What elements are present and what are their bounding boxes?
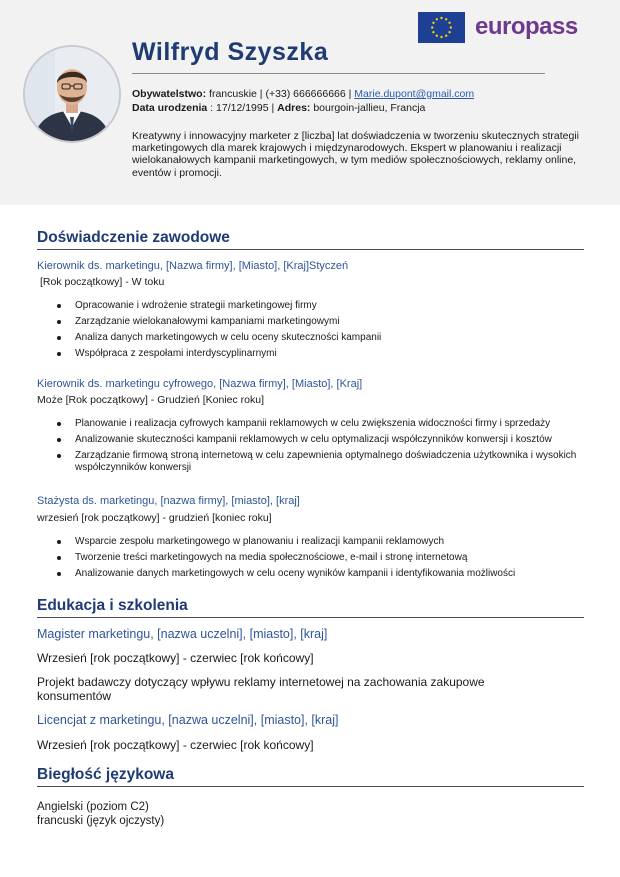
list-item: Analiza danych marketingowych w celu oceny skuteczności kampanii	[0, 332, 585, 344]
education-title-2: Licencjat z marketingu, [nazwa uczelni], [miasto], [kraj]	[37, 713, 339, 727]
europass-logo-text: europass	[475, 13, 578, 40]
list-item: Analizowanie danych marketingowych w celu oceny wyników kampanii i identyfikowania możliwości	[0, 568, 585, 580]
list-item: Analizowanie skuteczności kampanii reklamowych w celu optymalizacji współczynników konwersji i kosztów	[0, 434, 585, 446]
contact-line-1	[132, 87, 592, 101]
job-dates-2: Może [Rok początkowy] - Grudzień [Koniec roku]	[37, 394, 265, 406]
job-title-3: Stażysta ds. marketingu, [nazwa firmy], [miasto], [kraj]	[37, 495, 300, 507]
eu-flag-icon	[418, 12, 465, 43]
europass-logo	[418, 12, 588, 46]
job-title-1: Kierownik ds. marketingu, [Nazwa firmy], [Miasto], [Kraj]Styczeń	[37, 260, 349, 272]
list-item: Wsparcie zespołu marketingowego w planowaniu i realizacji kampanii reklamowych	[0, 536, 585, 548]
profile-summary: Kreatywny i innowacyjny marketer z [liczba] lat doświadczenia w tworzeniu skutecznych strategii marketingowych dla marek krajowych i międzynarodowych. Ekspert w planowaniu i realizacji wielokanałowych kampanii marketingowych, w tym mediów społecznościowych, reklamy online, eventów i promocji.	[132, 130, 580, 179]
address-label: Adres:	[277, 102, 311, 114]
language-item-2: francuski (język ojczysty)	[37, 815, 165, 827]
nationality-phone: francuskie | (+33) 666666666 |	[206, 88, 355, 100]
list-item: Współpraca z zespołami interdyscyplinarnymi	[0, 348, 585, 360]
education-dates-2: Wrzesień [rok początkowy] - czerwiec [rok końcowy]	[37, 738, 314, 752]
experience-divider	[37, 249, 584, 250]
profile-photo	[23, 45, 121, 143]
education-heading: Edukacja i szkolenia	[37, 597, 188, 614]
person-name: Wilfryd Szyszka	[132, 38, 329, 66]
list-item: Zarządzanie wielokanałowymi kampaniami marketingowymi	[0, 316, 585, 328]
list-item: Tworzenie treści marketingowych na media społecznościowe, e-mail i stronę internetową	[0, 552, 585, 564]
job-bullets-2	[0, 418, 620, 478]
list-item: Zarządzanie firmową stroną internetową w celu zapewnienia optymalnego doświadczenia użytkownika i wysokich współczynników konwersji	[0, 450, 585, 474]
name-divider	[132, 73, 545, 74]
list-item: Opracowanie i wdrożenie strategii marketingowej firmy	[0, 300, 585, 312]
education-title-1: Magister marketingu, [nazwa uczelni], [miasto], [kraj]	[37, 627, 328, 641]
contact-line-2	[132, 101, 592, 115]
job-title-2: Kierownik ds. marketingu cyfrowego, [Nazwa firmy], [Miasto], [Kraj]	[37, 378, 363, 390]
education-description-1: Projekt badawczy dotyczący wpływu reklamy internetowej na zachowania zakupowe konsumentów	[37, 675, 485, 703]
job-dates-3: wrzesień [rok początkowy] - grudzień [koniec roku]	[37, 512, 272, 524]
experience-heading: Doświadczenie zawodowe	[37, 229, 230, 246]
job-dates-1: [Rok początkowy] - W toku	[40, 276, 165, 288]
birth-label: Data urodzenia	[132, 102, 208, 114]
nationality-label: Obywatelstwo:	[132, 88, 207, 100]
job-bullets-1	[0, 300, 620, 364]
list-item: Planowanie i realizacja cyfrowych kampanii reklamowych w celu zwiększenia widoczności firmy i sprzedaży	[0, 418, 585, 430]
email-link[interactable]: Marie.dupont@gmail.com	[354, 88, 475, 100]
education-dates-1: Wrzesień [rok początkowy] - czerwiec [rok końcowy]	[37, 651, 314, 665]
birth-date: : 17/12/1995 |	[207, 102, 278, 114]
language-item-1: Angielski (poziom C2)	[37, 801, 149, 813]
languages-heading: Biegłość językowa	[37, 766, 174, 783]
job-bullets-3	[0, 536, 620, 584]
education-divider	[37, 617, 584, 618]
address-value: bourgoin-jallieu, Francja	[310, 102, 426, 114]
languages-divider	[37, 786, 584, 787]
